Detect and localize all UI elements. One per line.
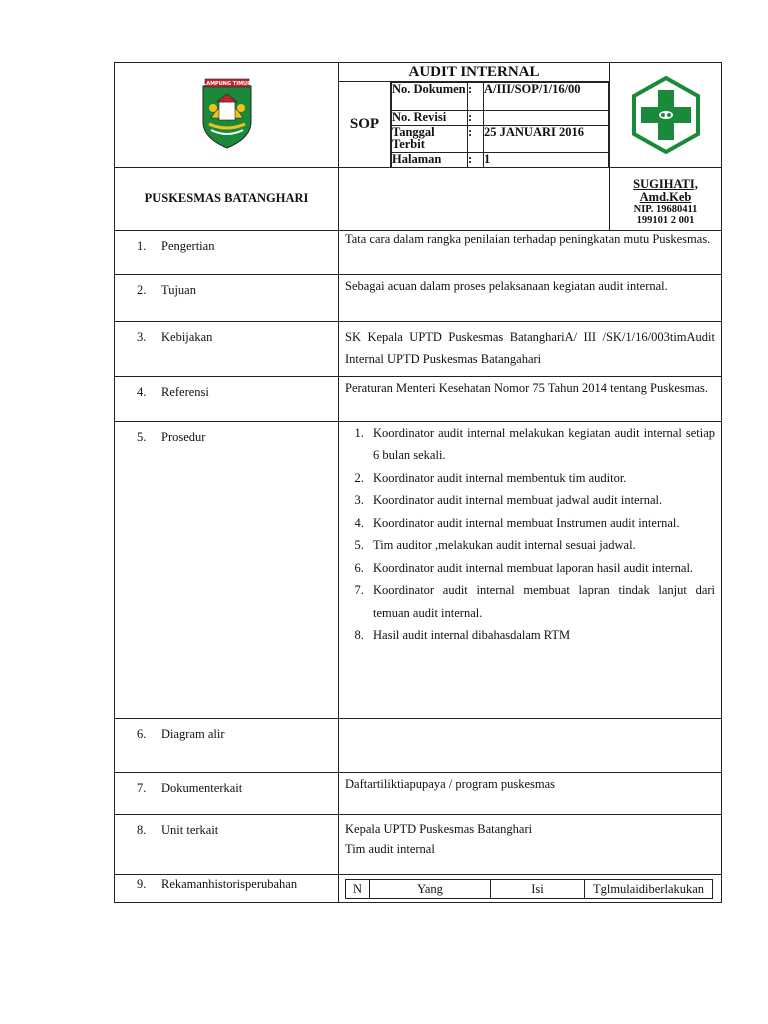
section-title: Rekamanhistorisperubahan [161,876,298,891]
procedure-step: 5. Tim auditor ,melakukan audit internal sesuai jadwal. [367,534,715,557]
meta-colon: : [468,111,484,126]
document-title: AUDIT INTERNAL [339,63,610,82]
history-header: Isi [491,879,585,898]
sop-label: SOP [339,82,391,168]
sop-table [114,62,722,903]
history-table [345,879,713,899]
procedure-step: 8. Hasil audit internal dibahasdalam RTM [367,624,715,647]
blank-header-cell [339,167,610,230]
section-text: Tata cara dalam rangka penilaian terhadap peningkatan mutu Puskesmas. [339,230,722,274]
section-text [339,718,722,772]
signer-block [610,167,722,230]
section-title: Dokumenterkait [161,780,243,795]
unit-line: Kepala UPTD Puskesmas Batanghari [345,821,533,836]
section-number: 1. [137,238,147,253]
section-number: 6. [137,726,147,741]
section-number: 9. [137,876,147,891]
document-meta-cell [391,82,610,168]
meta-colon: : [468,126,484,153]
meta-value: A/III/SOP/1/16/00 [484,83,609,111]
signer-nip-line1: NIP. 19680411 [633,203,698,215]
section-label [115,321,339,376]
section-text: Peraturan Menteri Kesehatan Nomor 75 Tahun 2014 tentang Puskesmas. [339,376,722,421]
section-label [115,814,339,874]
meta-colon: : [468,83,484,111]
section-title: Diagram alir [161,726,225,741]
section-number: 5. [137,429,147,444]
meta-label: No. Revisi [392,111,468,126]
history-header: Yang [370,879,491,898]
section-number: 4. [137,384,147,399]
section-title: Tujuan [161,282,196,297]
section-label [115,274,339,321]
procedure-step: 4. Koordinator audit internal membuat Instrumen audit internal. [367,512,715,535]
sop-document [114,62,721,903]
meta-value: 25 JANUARI 2016 [484,126,609,153]
lampung-timur-emblem-icon [197,72,257,152]
section-title: Referensi [161,384,209,399]
section-title: Pengertian [161,238,215,253]
history-cell [339,874,722,902]
emblem-banner-text: LAMPUNG TIMUR [202,81,251,88]
meta-value [484,111,609,126]
signer-name: SUGIHATI, Amd.Keb [633,176,698,204]
document-meta-table [391,82,609,167]
section-label [115,874,339,902]
section-number: 7. [137,780,147,795]
procedure-step: 6. Koordinator audit internal membuat laporan hasil audit internal. [367,557,715,580]
section-text: SK Kepala UPTD Puskesmas BatanghariA/ III /SK/1/16/003timAudit Internal UPTD Puskesmas Batangahari [339,321,722,376]
section-text: Daftartiliktiapupaya / program puskesmas [339,772,722,814]
section-number: 3. [137,329,147,344]
section-number: 2. [137,282,147,297]
section-title: Prosedur [161,429,206,444]
section-number: 8. [137,822,147,837]
ministry-logo-cell [610,63,722,168]
procedure-cell [339,421,722,718]
health-cross-logo-icon [625,74,707,156]
regional-logo-cell [115,63,339,168]
section-text-block [339,814,722,874]
procedure-step: 7. Koordinator audit internal membuat lapran tindak lanjut dari temuan audit internal. [367,579,715,624]
puskesmas-name: PUSKESMAS BATANGHARI [115,167,339,230]
section-text: Sebagai acuan dalam proses pelaksanaan kegiatan audit internal. [339,274,722,321]
section-label [115,718,339,772]
section-label [115,421,339,718]
section-title: Kebijakan [161,329,213,344]
meta-label: No. Dokumen [392,83,468,111]
signer-nip-line2: 199101 2 001 [636,214,695,226]
history-header: N [346,879,370,898]
meta-label: Tanggal Terbit [392,126,468,153]
history-header: Tglmulaidiberlakukan [585,879,713,898]
meta-value: 1 [484,153,609,167]
section-label [115,230,339,274]
procedure-step: 3. Koordinator audit internal membuat jadwal audit internal. [367,489,715,512]
meta-colon: : [468,153,484,167]
procedure-step: 2. Koordinator audit internal membentuk tim auditor. [367,467,715,490]
unit-line: Tim audit internal [345,841,435,856]
meta-label: Halaman [392,153,468,167]
procedure-step: 1. Koordinator audit internal melakukan kegiatan audit internal setiap 6 bulan sekali. [367,422,715,467]
procedure-list [345,422,715,647]
section-title: Unit terkait [161,822,219,837]
section-label [115,772,339,814]
section-label [115,376,339,421]
